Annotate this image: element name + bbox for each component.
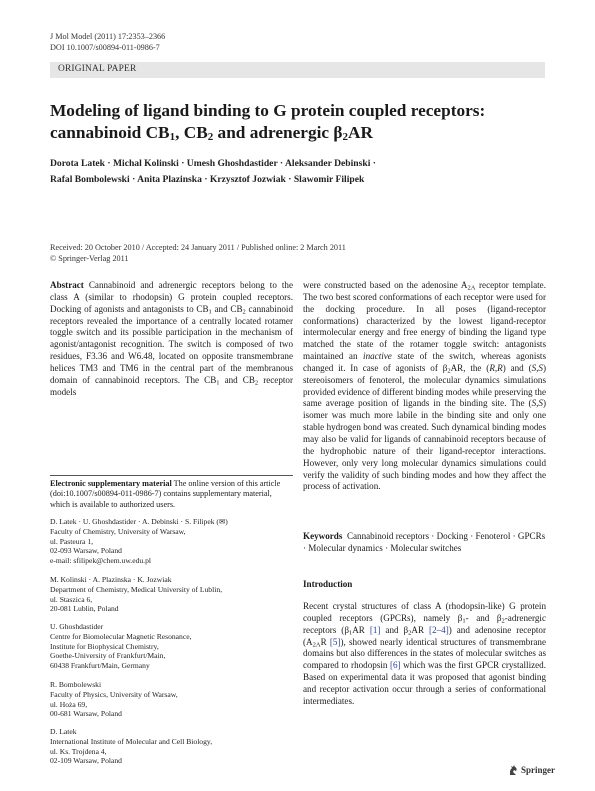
copyright-line: © Springer-Verlag 2011 [50,254,129,263]
abstract-text: and CB [211,303,243,314]
reference-link[interactable]: [2–4] [429,624,449,635]
title-text: and adrenergic [213,123,334,142]
introduction-text [303,601,546,708]
subscript: 2A [312,641,321,649]
affiliation-line: 60438 Frankfurt/Main, Germany [50,661,150,671]
affiliation-line: 02-093 Warsaw, Poland [50,546,122,556]
subscript: 2 [242,308,246,316]
intro-text: - and β [465,612,502,623]
intro-text: R [320,636,330,647]
title-beta: β [333,123,343,142]
journal-header [50,31,165,53]
section-band [50,62,545,78]
journal-citation: J Mol Model (2011) 17:2353–2366 [50,32,166,41]
affiliation-block [50,680,293,719]
intro-text: AR [352,624,370,635]
esm-text: The online version of this article (doi:10.1007/s00894-011-0986-7) contains supplementary material, which is available to authorized users. [50,479,281,509]
section-label: ORIGINAL PAPER [58,64,137,74]
title-subscript: 1 [169,131,176,143]
springer-knight-icon [508,764,518,776]
affiliation-line: 00-681 Warsaw, Poland [50,709,122,719]
supplementary-note [50,479,293,510]
reference-link[interactable]: [5] [329,636,341,647]
title-text: AR [348,123,373,142]
affiliation-line: 20-081 Lublin, Poland [50,604,119,614]
affiliation-line: ul. Staszica 6, [50,594,93,604]
keywords [303,530,546,554]
intro-text: AR [411,624,430,635]
affiliation-line: Faculty of Physics, University of Warsaw, [50,689,178,699]
italic-text: R,R [489,362,503,373]
affiliation-line: M. Kolinski · A. Plazinska · K. Jozwiak [50,575,172,584]
abstract-text: ) isomer was much more labile in the binding site and only one stable hydrogen bond was created. Such dynamical binding modes may also be valid for ligands of cannabinoid receptors because of the hydrophobic nature of their ligand-receptor interactions. However, only very long molecular dynamics simulations could verify the validity of such binding modes and how they affect the process of activation. [303,398,546,492]
affiliation-line: ul. Hoża 69, [50,699,88,709]
title-text: , CB [175,123,208,142]
subscript: 2 [447,367,451,375]
reference-link[interactable]: [1] [369,624,381,635]
affiliation-line: Goethe-University of Frankfurt/Main, [50,651,166,661]
affiliation-block [50,575,293,614]
intro-text: ), showed nearly identical structures of transmembrane domains but also differences in the states of molecular switches as compared to rhodopsin [303,636,546,671]
abstract-text: receptor models [50,374,293,397]
title-line-1: Modeling of ligand binding to G protein coupled receptors: [50,101,486,120]
affiliation-line: 02-109 Warsaw, Poland [50,756,122,766]
italic-text: S,S [531,398,543,409]
intro-text: -adrenergic receptors (β [303,612,546,635]
subscript: 1 [462,617,466,625]
abstract-text: were constructed based on the adenosine A [303,280,468,290]
intro-text: and β [380,624,409,635]
introduction-heading: Introduction [303,579,353,589]
abstract-heading: Abstract [50,280,84,290]
publication-dates [50,242,346,264]
affiliation-line: ul. Pasteura 1, [50,536,94,546]
affiliation-line: D. Latek · U. Ghoshdastider · A. Debinski · S. Filipek (✉) [50,517,228,526]
italic-text: S,S [531,362,543,373]
affiliation-block [50,622,293,671]
affiliation-email[interactable]: e-mail: sfilipek@chem.uw.edu.pl [50,556,151,566]
affiliation-block [50,517,293,566]
abstract-right-column [303,280,546,493]
subscript: 1 [348,629,353,637]
publisher-name: Springer [521,765,556,775]
subscript: 1 [216,379,220,387]
subscript: 2 [501,617,505,625]
affiliation-line: Centre for Biomolecular Magnetic Resonance, [50,631,192,641]
reference-link[interactable]: [6] [389,660,401,671]
title-line-2 [50,122,550,144]
affiliation-line: ul. Ks. Trojdena 4, [50,746,107,756]
paper-title [50,100,550,144]
title-subscript: 2 [342,131,349,143]
author-list [50,156,550,188]
affiliation-line: International Institute of Molecular and Cell Biology, [50,736,213,746]
subscript: 2 [408,629,412,637]
abstract-text: cannabinoid receptors revealed the importance of a centrally located rotamer toggle switch and its possible participation in the mechanism of agonist/antagonist recognition. The switch is composed of two residues, F3.36 and W6.48, located on opposite transmembrane helices TM3 and TM6 in the central part of the membranous domain of cannabinoid receptors. The CB [50,303,293,385]
affiliation-line: Faculty of Chemistry, University of Warsaw, [50,526,186,536]
abstract-text: ) and ( [502,362,532,373]
footnote-divider [50,475,293,476]
authors-line-2: Rafal Bombolewski · Anita Plazinska · Krzysztof Jozwiak · Slawomir Filipek [50,174,365,185]
journal-doi: DOI 10.1007/s00894-011-0986-7 [50,43,160,52]
italic-text: inactive [363,351,392,362]
affiliation-line: Institute for Biophysical Chemistry, [50,641,159,651]
title-subscript: 2 [207,131,214,143]
affiliation-line: U. Ghoshdastider [50,622,104,631]
subscript: 2A [467,284,476,292]
intro-text: which was the first GPCR crystallized. Based on experimental data it was proposed that agonist binding and receptor activation occur through a series of conformational intermediates. [303,660,546,706]
intro-text: Recent crystal structures of class A (rhodopsin-like) G protein coupled receptors (GPCRs), namely β [303,601,546,623]
dates-line: Received: 20 October 2010 / Accepted: 24 January 2011 / Published online: 2 March 2011 [50,243,346,252]
publisher-logo [508,764,555,776]
authors-line-1: Dorota Latek · Michal Kolinski · Umesh Ghoshdastider · Aleksander Debinski · [50,158,376,169]
abstract-text: state of the switch, whereas agonists changed it. In case of agonists of β [303,351,546,373]
abstract-text: receptor template. The two best scored conformations of each receptor were used for the docking procedure. In all poses (ligand-receptor conformations) characterized by the lowest ligand-receptor intermolecular energy and free energy of binding the ligand type matched the state of the rotamer toggle switch: antagonists maintained an [303,280,546,362]
title-text: cannabinoid CB [50,123,170,142]
abstract-text: AR, the ( [450,362,490,373]
subscript: 2 [254,379,259,387]
subscript: 1 [208,308,212,316]
keywords-heading: Keywords [303,531,343,541]
intro-text: ) and adenosine receptor (A [303,624,546,647]
affiliation-block [50,727,293,766]
keywords-text: Cannabinoid receptors · Docking · Fenoterol · GPCRs · Molecular dynamics · Molecular switches [303,531,546,553]
abstract-text: ) stereoisomers of fenoterol, the molecular dynamics simulations provided evidence of different binding modes while preserving the same average position of ligands in the binding site. The ( [303,362,546,409]
abstract-left-column [50,280,293,398]
abstract-text: Cannabinoid and adrenergic receptors belong to the class A (similar to rhodopsin) G protein coupled receptors. Docking of agonists and antagonists to CB [50,280,293,314]
esm-heading: Electronic supplementary material [50,479,172,488]
abstract-text: and CB [219,374,255,385]
affiliation-line: R. Bombolewski [50,680,102,689]
affiliation-line: D. Latek [50,727,77,736]
affiliation-line: Department of Chemistry, Medical University of Lublin, [50,584,223,594]
